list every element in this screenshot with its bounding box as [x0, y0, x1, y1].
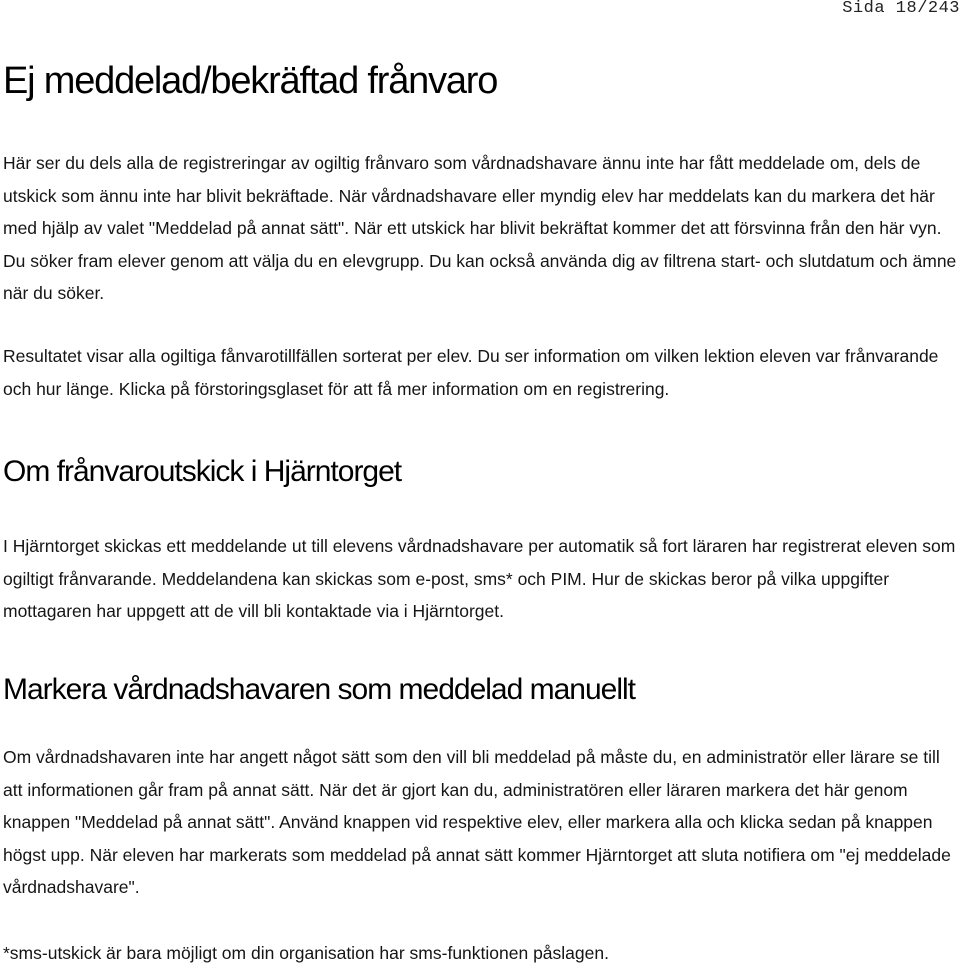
section-heading-mark-manually: Markera vårdnadshavaren som meddelad manuellt — [3, 673, 636, 706]
intro-paragraph-1: Här ser du dels alla de registreringar av ogiltig frånvaro som vårdnadshavare ännu inte har fått meddelade om, dels de utskick som ännu inte har blivit bekräftade. När vårdnadshavare eller myndig elev har meddelats kan du markera det här med hjälp av valet "Meddelad på annat sätt". När ett utskick har blivit bekräftat kommer det att försvinna från den här vyn. Du söker fram elever genom att välja du en elevgrupp. Du kan också använda dig av filtrena start- och slutdatum och ämne när du söker. — [3, 153, 957, 303]
page-number: Sida 18/243 — [842, 0, 960, 18]
footnote: *sms-utskick är bara möjligt om din organisation har sms-funktionen påslagen. — [3, 943, 609, 963]
section-paragraph-hjarntorget-outreach: I Hjärntorget skickas ett meddelande ut till elevens vårdnadshavare per automatik så fort läraren har registrerat eleven som ogiltigt frånvarande. Meddelandena kan skickas som e-post, sms* och PIM. Hur de skickas beror på vilka uppgifter mottagaren har uppgett att de vill bli kontaktade via i Hjärntorget. — [3, 536, 956, 621]
section-heading-hjarntorget-outreach: Om frånvaroutskick i Hjärntorget — [3, 455, 402, 488]
intro-paragraph-2: Resultatet visar alla ogiltiga fånvarotillfällen sorterat per elev. Du ser information om vilken lektion eleven var frånvarande och hur länge. Klicka på förstoringsglaset för att få mer information om en registrering. — [3, 346, 939, 399]
section-paragraph-mark-manually: Om vårdnadshavaren inte har angett något sätt som den vill bli meddelad på måste du, en administratör eller lärare se till att informationen går fram på annat sätt. När det är gjort kan du, administratören eller läraren markera det här genom knappen "Meddelad på annat sätt". Använd knappen vid respektive elev, eller markera alla och klicka sedan på knappen högst upp. När eleven har markerats som meddelad på annat sätt kommer Hjärntorget att sluta notifiera om "ej meddelade vårdnadshavare". — [3, 747, 951, 897]
page-title: Ej meddelad/bekräftad frånvaro — [3, 60, 498, 102]
